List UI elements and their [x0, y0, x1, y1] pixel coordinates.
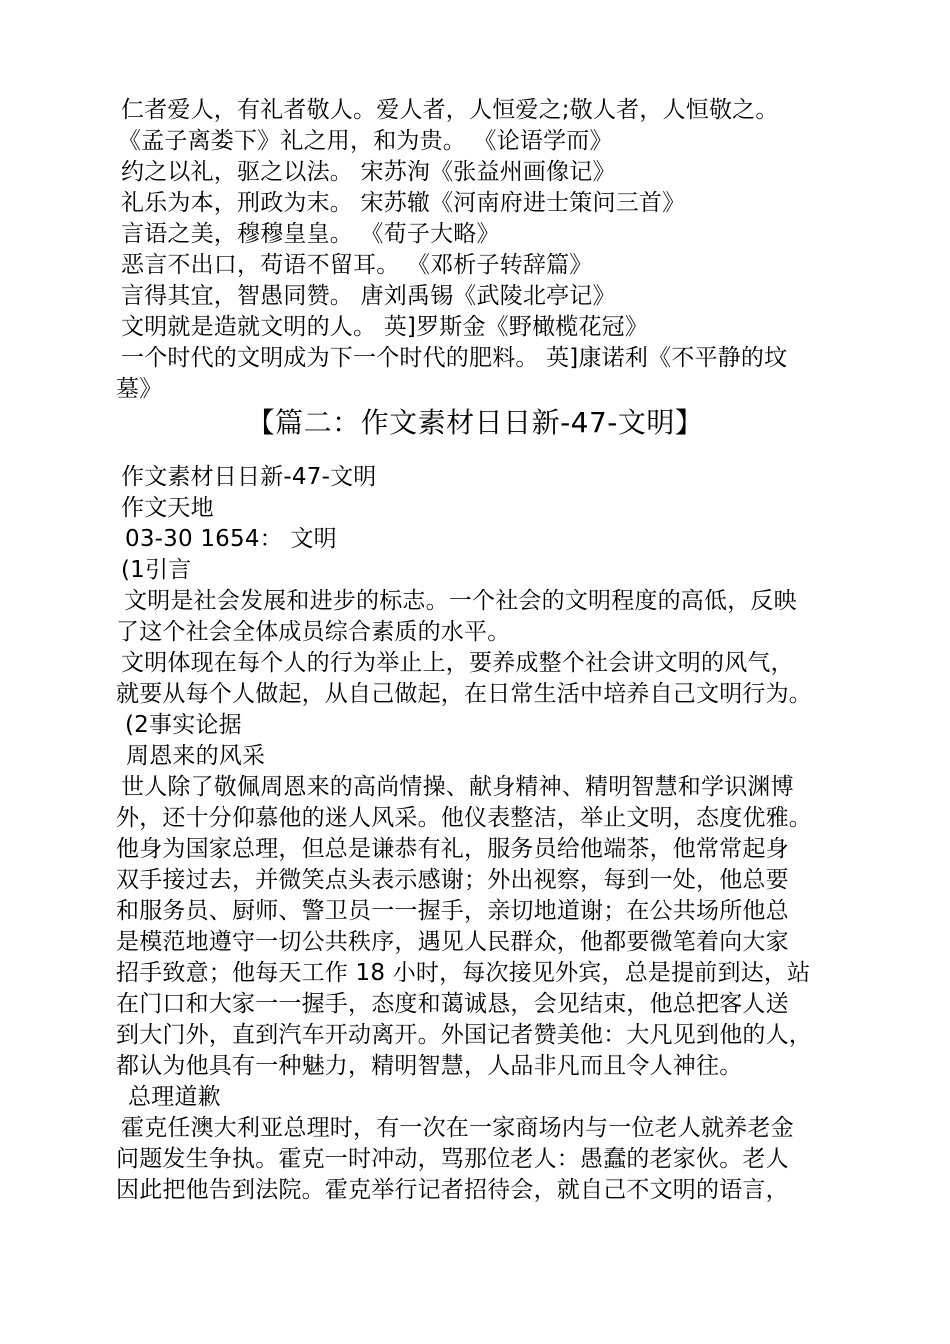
quote-line: 恶言不出口，苟语不留耳。 《邓析子转辞篇》: [121, 252, 593, 278]
paragraph-line: 外，还十分仰慕他的迷人风采。他仪表整洁，举止文明，态度优雅。: [116, 805, 812, 831]
paragraph-line: 在门口和大家一一握手，态度和蔼诚恳，会见结束，他总把客人送: [116, 991, 789, 1017]
quote-line: 仁者爱人，有礼者敬人。爱人者，人恒爱之;敬人者，人恒敬之。: [121, 97, 779, 123]
paragraph-line: 就要从每个人做起，从自己做起，在日常生活中培养自己文明行为。: [116, 681, 812, 707]
paragraph-line: 是模范地遵守一切公共秩序，遇见人民群众，他都要微笔着向大家: [116, 929, 789, 955]
paragraph-line: 问题发生争执。霍克一时冲动，骂那位老人：愚蠢的老家伙。老人: [116, 1146, 789, 1172]
article-title: 作文素材日日新-47-文明: [121, 464, 377, 490]
quote-line: 文明就是造就文明的人。 英]罗斯金《野橄榄花冠》: [121, 314, 649, 340]
paragraph-line: 霍克任澳大利亚总理时，有一次在一家商场内与一位老人就养老金: [121, 1115, 794, 1141]
quote-line: 言得其宜，智愚同赞。 唐刘禹锡《武陵北亭记》: [121, 283, 616, 309]
paragraph-line: 双手接过去，并微笑点头表示感谢；外出视察，每到一处，他总要: [116, 867, 789, 893]
section-heading: 【篇二：作文素材日日新-47-文明】: [246, 406, 704, 439]
facts-label: (2事实论据: [125, 712, 242, 738]
paragraph-line: 文明是社会发展和进步的标志。一个社会的文明程度的高低，反映: [124, 588, 797, 614]
issue-date: 03-30 1654： 文明: [125, 526, 337, 552]
paragraph-line: 世人除了敬佩周恩来的高尚情操、献身精神、精明智慧和学识渊博: [121, 774, 794, 800]
quote-line: 约之以礼，驱之以法。 宋苏洵《张益州画像记》: [121, 159, 616, 185]
paragraph-line: 他身为国家总理，但总是谦恭有礼，服务员给他端茶，他常常起身: [116, 836, 789, 862]
quote-line: 《孟子离娄下》礼之用，和为贵。 《论语学而》: [118, 128, 613, 154]
quote-line: 墓》: [116, 376, 163, 402]
quote-line: 言语之美，穆穆皇皇。 《荀子大略》: [121, 221, 500, 247]
quote-line: 礼乐为本，刑政为末。 宋苏辙《河南府进士策问三首》: [121, 190, 686, 216]
paragraph-line: 了这个社会全体成员综合素质的水平。: [116, 619, 511, 645]
paragraph-line: 都认为他具有一种魅力，精明智慧，人品非凡而且令人神往。: [116, 1053, 743, 1079]
paragraph-line: 招手致意；他每天工作 18 小时，每次接见外宾，总是提前到达，站: [116, 960, 811, 986]
paragraph-line: 文明体现在每个人的行为举止上，要养成整个社会讲文明的风气，: [121, 650, 794, 676]
quote-line: 一个时代的文明成为下一个时代的肥料。 英]康诺利《不平静的坟: [121, 345, 788, 371]
paragraph-line: 到大门外，直到汽车开动离开。外国记者赞美他：大凡见到他的人，: [116, 1022, 812, 1048]
column-name: 作文天地: [121, 495, 214, 521]
intro-label: (1引言: [121, 557, 192, 583]
paragraph-line: 因此把他告到法院。霍克举行记者招待会，就自己不文明的语言，: [116, 1177, 789, 1203]
paragraph-line: 和服务员、厨师、警卫员一一握手，亲切地道谢；在公共场所他总: [116, 898, 789, 924]
story-title: 总理道歉: [128, 1084, 221, 1110]
story-title: 周恩来的风采: [126, 743, 266, 769]
